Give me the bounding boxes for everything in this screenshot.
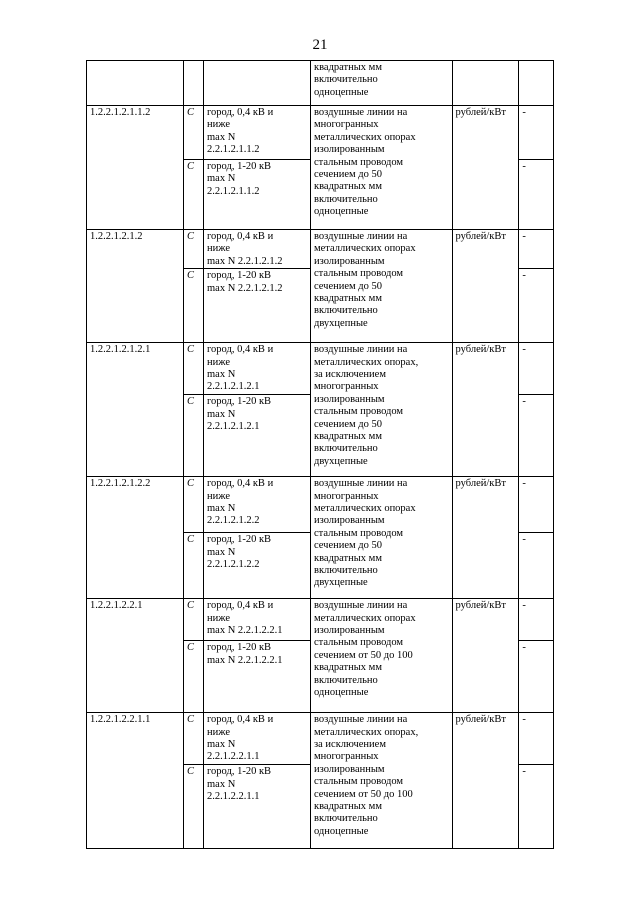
category-text: С [186,396,194,408]
value-cell [519,477,554,533]
category-text: С [186,478,194,490]
value-cell [519,106,554,160]
code-text: 1.2.2.1.2.1.2.1 [90,344,151,356]
category-cell [183,765,203,849]
unit-text: рублей/кВт [455,600,506,612]
category-cell [183,106,203,160]
value-text: - [522,231,526,242]
value-cell [519,641,554,713]
line-description-cell [310,477,452,599]
unit-cell [452,106,519,230]
value-cell [519,395,554,477]
value-cell [519,230,554,269]
category-cell [183,641,203,713]
value-cell [519,765,554,849]
unit-cell [452,343,519,477]
category-text: С [186,270,194,282]
code-text: 1.2.2.1.2.2.1 [90,600,143,612]
line-description-text: воздушные линии на металлических опорах, за исключением многогранных изолированным стальным проводом сечением от 50 до 100 квадратных мм включительно одноцепные [313,714,419,837]
unit-text: рублей/кВт [455,107,506,118]
location-cell [204,230,311,269]
code-cell [87,599,184,713]
value-cell [519,533,554,599]
unit-cell [452,61,519,106]
continuation-row [87,61,554,106]
line-description-cell [310,713,452,849]
value-cell [519,269,554,343]
code-text: 1.2.2.1.2.1.2.2 [90,478,151,490]
location-cell [204,599,311,641]
value-cell [519,599,554,641]
location-cell [204,61,311,106]
location-text: город, 1-20 кВ max N 2.2.1.2.1.2 [207,270,283,294]
line-description-text: воздушные линии на многогранных металлических опорах изолированным стальным проводом сечением до 50 квадратных мм включительно двухцепные [313,478,416,589]
continuation-text: квадратных мм включительно одноцепные [313,62,382,98]
category-cell [183,395,203,477]
category-cell [183,61,203,106]
code-cell [87,343,184,477]
location-cell [204,160,311,230]
location-cell [204,765,311,849]
unit-text: рублей/кВт [455,478,506,490]
unit-text: рублей/кВт [455,231,506,242]
category-cell [183,533,203,599]
value-text: - [522,534,526,546]
category-cell [183,269,203,343]
value-text: - [522,344,526,356]
location-text: город, 0,4 кВ и ниже max N 2.2.1.2.2.1.1 [207,714,274,763]
location-cell [204,106,311,160]
category-text: С [186,161,194,172]
location-text: город, 0,4 кВ и ниже max N 2.2.1.2.1.2.1 [207,344,274,393]
location-text: город, 0,4 кВ и ниже max N 2.2.1.2.1.1.2 [207,107,274,156]
line-description-text: воздушные линии на металлических опорах, за исключением многогранных изолированным стальным проводом сечением до 50 квадратных мм включительно двухцепные [313,344,419,467]
value-text: - [522,161,526,172]
value-text: - [522,107,526,118]
value-text: - [522,270,526,282]
table-row [87,477,554,533]
location-text: город, 1-20 кВ max N 2.2.1.2.2.1 [207,642,283,666]
category-cell [183,713,203,765]
location-text: город, 0,4 кВ и ниже max N 2.2.1.2.1.2.2 [207,478,274,527]
category-cell [183,477,203,533]
location-cell [204,343,311,395]
value-cell [519,61,554,106]
location-cell [204,477,311,533]
category-text: С [186,231,194,242]
line-description-cell [310,61,452,106]
location-text: город, 0,4 кВ и ниже max N 2.2.1.2.1.2 [207,231,283,267]
tariff-table [86,60,554,849]
category-cell [183,343,203,395]
location-text: город, 1-20 кВ max N 2.2.1.2.1.2.1 [207,396,272,433]
code-cell [87,477,184,599]
category-cell [183,599,203,641]
category-text: С [186,642,194,654]
location-cell [204,713,311,765]
table-row [87,713,554,765]
line-description-cell [310,106,452,230]
line-description-text: воздушные линии на металлических опорах изолированным стальным проводом сечением до 50 квадратных мм включительно двухцепные [313,231,416,329]
location-cell [204,641,311,713]
line-description-text: воздушные линии на многогранных металлических опорах изолированным стальным проводом сечением до 50 квадратных мм включительно одноцепные [313,107,416,218]
code-cell [87,106,184,230]
category-text: С [186,600,194,612]
category-text: С [186,714,194,726]
value-cell [519,343,554,395]
code-cell [87,713,184,849]
location-cell [204,533,311,599]
line-description-cell [310,343,452,477]
category-cell [183,160,203,230]
unit-cell [452,230,519,343]
value-text: - [522,396,526,408]
category-text: С [186,766,194,778]
tariff-table-body [87,61,554,849]
code-cell [87,61,184,106]
line-description-text: воздушные линии на металлических опорах изолированным стальным проводом сечением от 50 до 100 квадратных мм включительно одноцепные [313,600,416,699]
table-row [87,230,554,269]
unit-cell [452,599,519,713]
table-row [87,343,554,395]
location-cell [204,269,311,343]
unit-cell [452,477,519,599]
code-text: 1.2.2.1.2.1.1.2 [90,107,151,118]
code-cell [87,230,184,343]
unit-text: рублей/кВт [455,344,506,356]
line-description-cell [310,599,452,713]
location-text: город, 1-20 кВ max N 2.2.1.2.1.2.2 [207,534,272,571]
category-text: С [186,344,194,356]
location-cell [204,395,311,477]
unit-text: рублей/кВт [455,714,506,726]
page-number: 21 [312,37,328,53]
value-text: - [522,766,526,778]
location-text: город, 0,4 кВ и ниже max N 2.2.1.2.2.1 [207,600,283,637]
value-cell [519,160,554,230]
table-row [87,106,554,160]
category-text: С [186,534,194,546]
location-text: город, 1-20 кВ max N 2.2.1.2.2.1.1 [207,766,272,803]
value-cell [519,713,554,765]
code-text: 1.2.2.1.2.2.1.1 [90,714,151,726]
table-row [87,599,554,641]
line-description-cell [310,230,452,343]
value-text: - [522,642,526,654]
category-text: С [186,107,194,118]
unit-cell [452,713,519,849]
value-text: - [522,478,526,490]
value-text: - [522,600,526,612]
code-text: 1.2.2.1.2.1.2 [90,231,143,242]
value-text: - [522,714,526,726]
location-text: город, 1-20 кВ max N 2.2.1.2.1.1.2 [207,161,272,197]
category-cell [183,230,203,269]
